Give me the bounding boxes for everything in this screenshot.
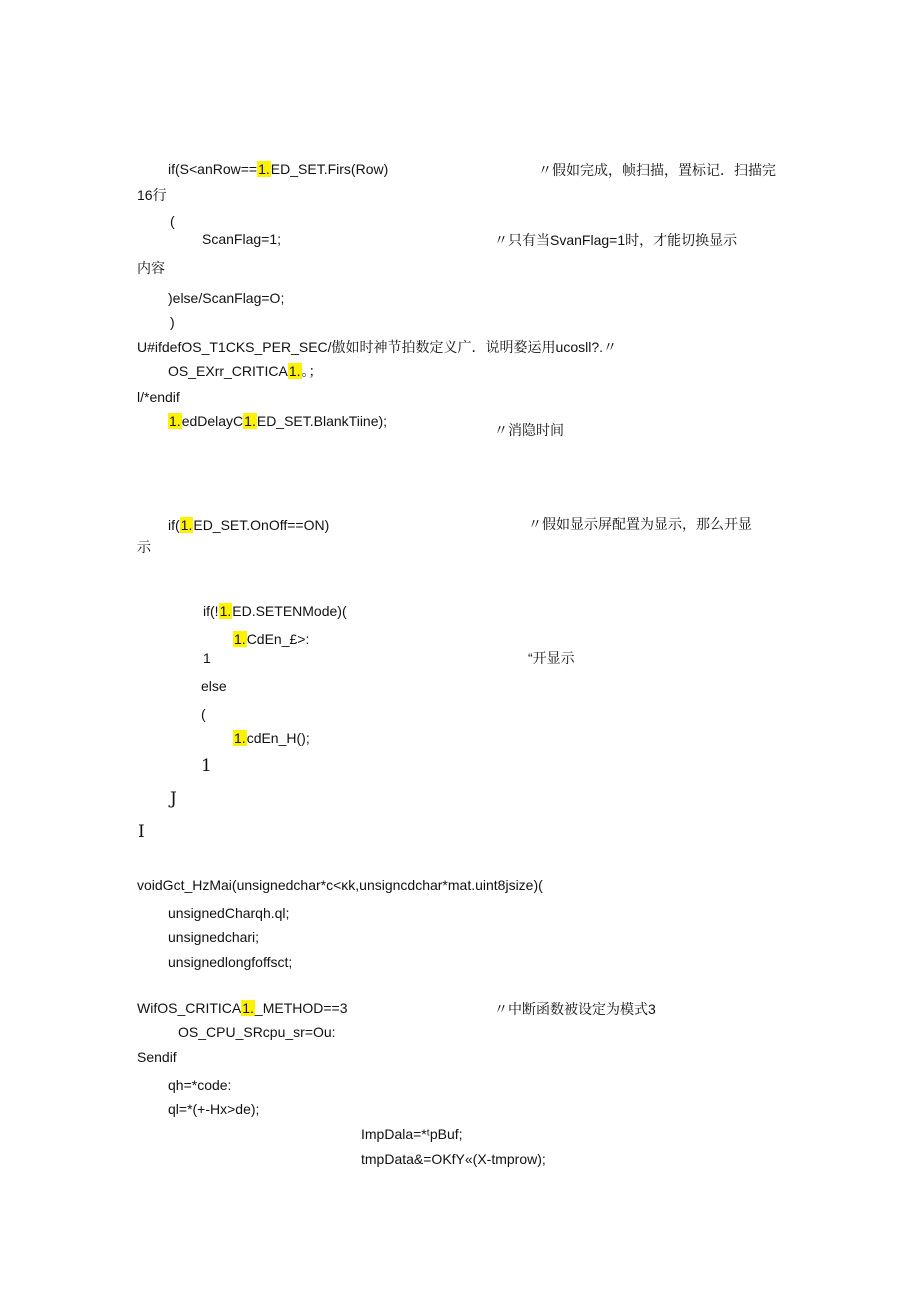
code-text: ED_SET.OnOff==ON) bbox=[193, 517, 330, 533]
code-line: 1 bbox=[203, 650, 211, 666]
highlighted-text: 1. bbox=[219, 603, 232, 619]
code-text: if(S<anRow== bbox=[168, 161, 258, 177]
code-line: tmpData&=OKfY«(X-tmprow); bbox=[361, 1151, 546, 1167]
highlighted-text: 1. bbox=[244, 413, 256, 429]
code-brace: ) bbox=[170, 314, 175, 330]
code-line bbox=[168, 362, 323, 380]
code-line: ImpDala=*ᵗpBuf; bbox=[361, 1126, 463, 1142]
highlighted-text: 1. bbox=[258, 161, 270, 177]
code-line: voidGct_HzMai(unsignedchar*c<κk,unsigncdchar*mat.uint8jsize)( bbox=[137, 877, 543, 893]
code-line bbox=[168, 160, 388, 178]
code-text: OS_EXrr_CRITICA bbox=[168, 363, 288, 379]
code-comment: 〃消隐时间 bbox=[494, 422, 564, 438]
code-brace: J bbox=[170, 789, 177, 809]
code-line: )else/ScanFlag=O; bbox=[168, 290, 285, 306]
code-line: ScanFlag=1; bbox=[202, 231, 281, 247]
highlighted-text: 1. bbox=[234, 631, 246, 647]
code-line: else bbox=[201, 678, 227, 694]
code-brace: 1 bbox=[201, 756, 212, 776]
code-line: Sendif bbox=[137, 1049, 177, 1065]
code-brace: ( bbox=[170, 213, 175, 229]
code-line: unsignedchari; bbox=[168, 929, 260, 945]
code-line: unsignedCharqh.ql; bbox=[168, 905, 290, 921]
code-line: OS_CPU_SRcpu_sr=Ou: bbox=[178, 1024, 336, 1040]
code-text: CdEn_£>: bbox=[246, 631, 310, 647]
code-comment: 〃中断函数被设定为模式3 bbox=[494, 1001, 656, 1017]
code-brace: ( bbox=[201, 706, 206, 722]
highlighted-text: 1. bbox=[234, 730, 246, 746]
code-line: ql=*(+-Hx>de); bbox=[168, 1101, 260, 1117]
highlighted-text: 1. bbox=[180, 517, 193, 533]
code-line bbox=[168, 412, 387, 430]
code-text: if( bbox=[168, 517, 180, 533]
code-text: ED_SET.BlankTiine); bbox=[256, 413, 388, 429]
code-brace: I bbox=[138, 822, 145, 842]
code-text: 。； bbox=[301, 363, 323, 379]
code-line: l/*endif bbox=[137, 389, 180, 405]
code-text: ED.SETENMode)( bbox=[232, 603, 347, 619]
code-comment: 〃只有当SvanFlag=1时，才能切换显示 bbox=[494, 232, 738, 248]
code-comment: 〃假如完成，帧扫描，置标记．扫描完 bbox=[538, 162, 776, 178]
comment-continuation: 示 bbox=[137, 539, 151, 555]
code-line: unsignedlongfoffsct; bbox=[168, 954, 293, 970]
code-line: qh=*code: bbox=[168, 1077, 232, 1093]
highlighted-text: 1. bbox=[169, 413, 181, 429]
highlighted-text: 1. bbox=[288, 363, 301, 379]
code-text: edDelayC bbox=[181, 413, 244, 429]
code-line bbox=[233, 630, 309, 648]
code-text: if(! bbox=[203, 603, 219, 619]
code-comment: 〃假如显示屏配置为显示，那么开显 bbox=[528, 516, 752, 532]
code-comment: “开显示 bbox=[528, 650, 575, 666]
code-line bbox=[137, 999, 348, 1017]
code-text: WifOS_CRITICA bbox=[137, 1000, 242, 1016]
code-line bbox=[168, 516, 329, 534]
code-text: _METHOD==3 bbox=[254, 1000, 348, 1016]
code-line: U#ifdefOS_T1CKS_PER_SEC/傲如时神节拍数定义广．说明婺运用ucosll?.〃 bbox=[137, 339, 617, 355]
comment-continuation: 16行 bbox=[137, 187, 167, 203]
code-text: cdEn_H(); bbox=[246, 730, 310, 746]
code-line bbox=[233, 729, 310, 747]
code-line bbox=[203, 602, 347, 620]
comment-continuation: 内容 bbox=[137, 260, 165, 276]
code-text: ED_SET.Firs(Row) bbox=[270, 161, 389, 177]
highlighted-text: 1. bbox=[242, 1000, 254, 1016]
